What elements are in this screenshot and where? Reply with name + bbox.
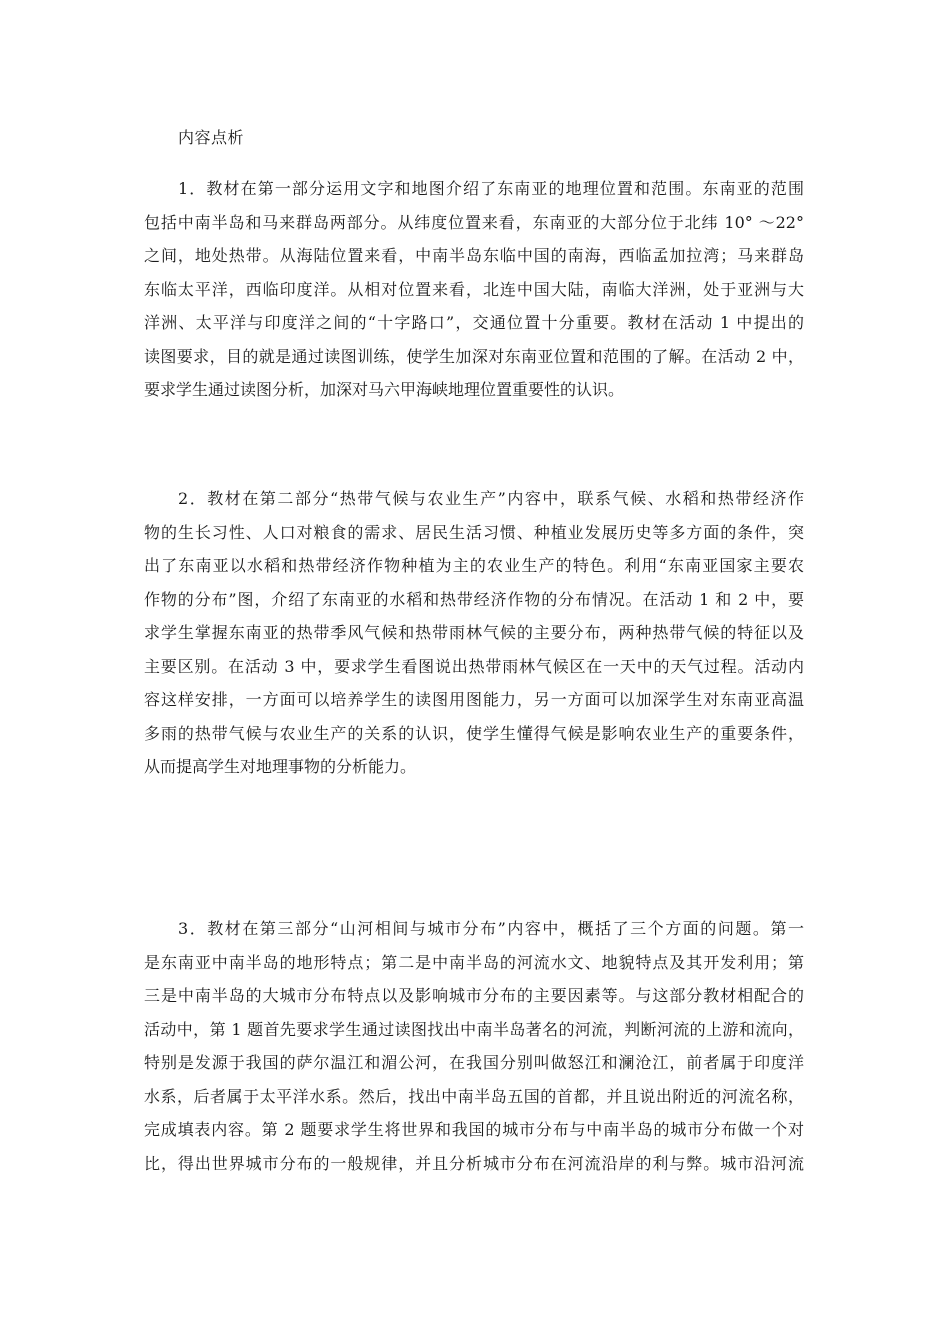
text-line: 3．教材在第三部分“山河相间与城市分布”内容中，概括了三个方面的问题。第一 <box>178 919 804 938</box>
paragraph-2 <box>144 482 804 784</box>
text-line: 主要区别。在活动 3 中，要求学生看图说出热带雨林气候区在一天中的天气过程。活动内 <box>144 656 804 676</box>
text-line: 包括中南半岛和马来群岛两部分。从纬度位置来看，东南亚的大部分位于北纬 10° ～22° <box>144 212 804 232</box>
text-line: 是东南亚中南半岛的地形特点；第二是中南半岛的河流水文、地貌特点及其开发利用；第 <box>144 952 804 972</box>
text-line: 水系，后者属于太平洋水系。然后，找出中南半岛五国的首都，并且说出附近的河流名称， <box>144 1086 804 1106</box>
text-line: 比，得出世界城市分布的一般规律，并且分析城市分布在河流沿岸的利与弊。城市沿河流 <box>144 1153 804 1173</box>
text-line: 作物的分布”图，介绍了东南亚的水稻和热带经济作物的分布情况。在活动 1 和 2 中，要 <box>144 589 804 609</box>
text-line: 洋洲、太平洋与印度洋之间的“十字路口”，交通位置十分重要。教材在活动 1 中提出的 <box>144 313 804 332</box>
text-line: 活动中，第 1 题首先要求学生通过读图找出中南半岛著名的河流，判断河流的上游和流向， <box>144 1019 804 1039</box>
section-heading: 内容点析 <box>178 128 245 147</box>
text-line: 之间，地处热带。从海陆位置来看，中南半岛东临中国的南海，西临孟加拉湾；马来群岛 <box>144 246 804 265</box>
text-line: 从而提高学生对地理事物的分析能力。 <box>144 757 417 776</box>
text-line: 完成填表内容。第 2 题要求学生将世界和我国的城市分布与中南半岛的城市分布做一个对 <box>144 1120 804 1139</box>
paragraph-3 <box>144 912 804 1180</box>
text-line: 物的生长习性、人口对粮食的需求、居民生活习惯、种植业发展历史等多方面的条件，突 <box>144 522 804 542</box>
text-line: 出了东南亚以水稻和热带经济作物种植为主的农业生产的特色。利用“东南亚国家主要农 <box>144 556 804 575</box>
text-line: 东临太平洋，西临印度洋。从相对位置来看，北连中国大陆，南临大洋洲，处于亚洲与大 <box>144 279 804 299</box>
text-line: 读图要求，目的就是通过读图训练，使学生加深对东南亚位置和范围的了解。在活动 2 中， <box>144 346 804 366</box>
text-line: 三是中南半岛的大城市分布特点以及影响城市分布的主要因素等。与这部分教材相配合的 <box>144 986 804 1005</box>
text-line: 要求学生通过读图分析，加深对马六甲海峡地理位置重要性的认识。 <box>144 380 625 399</box>
text-line: 求学生掌握东南亚的热带季风气候和热带雨林气候的主要分布，两种热带气候的特征以及 <box>144 623 804 642</box>
text-line: 多雨的热带气候与农业生产的关系的认识，使学生懂得气候是影响农业生产的重要条件， <box>144 723 804 743</box>
text-line: 2．教材在第二部分“热带气候与农业生产”内容中，联系气候、水稻和热带经济作 <box>178 489 804 508</box>
text-line: 特别是发源于我国的萨尔温江和湄公河，在我国分别叫做怒江和澜沧江，前者属于印度洋 <box>144 1053 804 1072</box>
paragraph-1 <box>144 172 804 407</box>
text-line: 容这样安排，一方面可以培养学生的读图用图能力，另一方面可以加深学生对东南亚高温 <box>144 690 804 709</box>
text-line: 1．教材在第一部分运用文字和地图介绍了东南亚的地理位置和范围。东南亚的范围 <box>178 179 804 198</box>
